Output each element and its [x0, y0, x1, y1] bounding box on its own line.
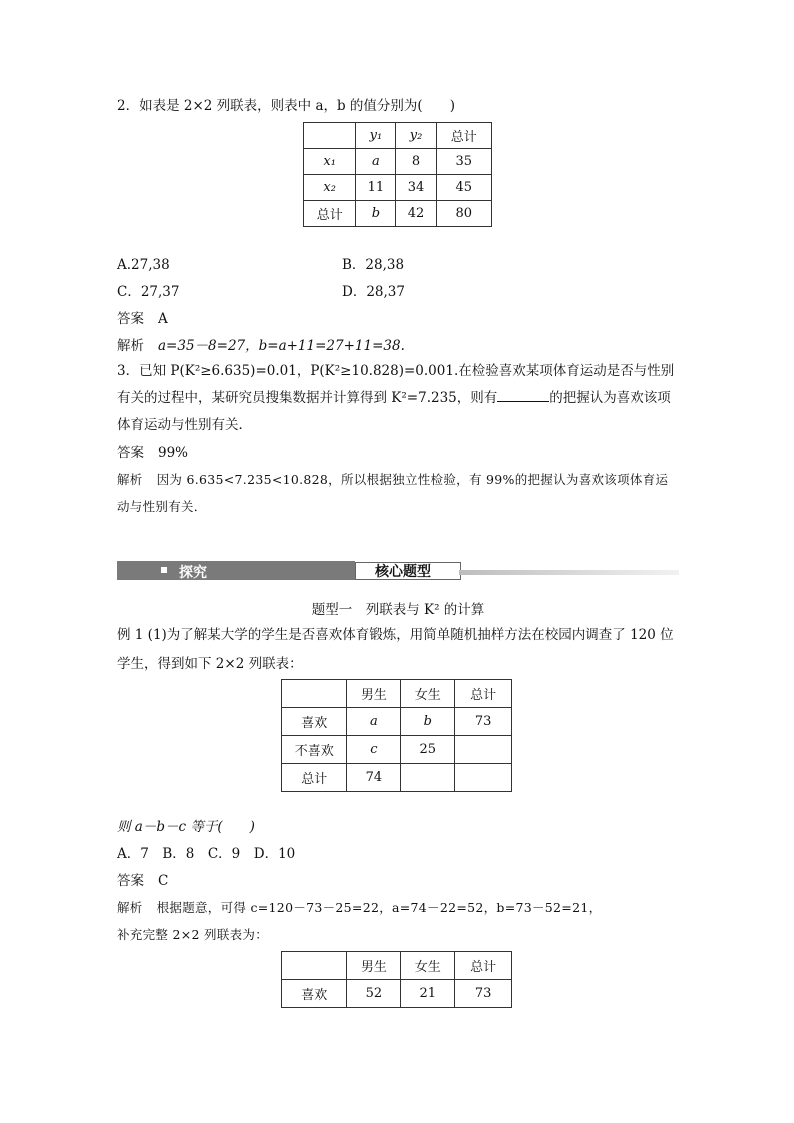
analysis-text: 根据题意，可得 c=120－73－25=22，a=74－22=52，b=73－52=21，: [156, 900, 602, 915]
table-cell: 总计: [282, 764, 347, 792]
answer-label: 答案: [117, 445, 144, 461]
table-cell: 52: [347, 980, 401, 1008]
table-cell: [304, 123, 356, 149]
analysis-text: a=35－8=27，b=a+11=27+11=38.: [158, 338, 405, 354]
q2-option-d: D．28,37: [342, 284, 405, 300]
table-cell: 总计: [436, 123, 491, 149]
table-cell: 42: [396, 201, 436, 227]
table-cell: x₂: [304, 175, 356, 201]
banner-rule: [459, 570, 679, 575]
table-cell: [401, 764, 455, 792]
answer-label: 答案: [117, 311, 144, 327]
q2-table-body: [304, 123, 492, 227]
analysis-label: 解析: [117, 900, 143, 915]
ex1-contingency-table: [281, 679, 512, 792]
table-cell: y₁: [356, 123, 396, 149]
table-cell: 45: [436, 175, 491, 201]
q2-option-c: C．27,37: [117, 284, 180, 300]
table-row: [282, 736, 512, 764]
q2-option-a: A.27,38: [117, 257, 170, 273]
table-cell: 74: [347, 764, 401, 792]
table-row: [304, 149, 492, 175]
banner-dark-block: [117, 561, 355, 580]
table-cell: a: [356, 149, 396, 175]
ex1-completed-table: [281, 951, 512, 1008]
answer-value: 99%: [158, 445, 189, 461]
table-cell: [282, 952, 347, 980]
table-row: [282, 708, 512, 736]
table-cell: 女生: [401, 952, 455, 980]
table-cell: y₂: [396, 123, 436, 149]
table-row: [282, 952, 512, 980]
table-cell: a: [347, 708, 401, 736]
table-cell: x₁: [304, 149, 356, 175]
answer-value: C: [158, 873, 169, 889]
q3-stem-after: 的把握认为喜欢该项体育运动与性别有关．: [117, 390, 671, 433]
answer-value: A: [158, 311, 168, 327]
analysis-label: 解析: [117, 338, 144, 354]
ex1-table-body: [282, 680, 512, 792]
table-cell: 80: [436, 201, 491, 227]
ex1-options: A．7 B．8 C．9 D．10: [117, 846, 296, 862]
table-cell: 总计: [455, 952, 512, 980]
section-banner: [117, 561, 679, 582]
ex1-question-text: 则 a－b－c 等于( ): [117, 819, 255, 835]
q3-stem: [117, 358, 679, 439]
table-cell: 35: [436, 149, 491, 175]
ex1-question: [117, 818, 255, 836]
fill-in-blank: [497, 387, 549, 402]
table-cell: 喜欢: [282, 708, 347, 736]
table-cell: [282, 680, 347, 708]
ex1-stem: 例 1 (1)为了解某大学的学生是否喜欢体育锻炼，用简单随机抽样方法在校园内调查了 120 位学生，得到如下 2×2 列联表：: [117, 627, 674, 672]
ex1-analysis: [117, 899, 601, 917]
ex1b-table-body: [282, 952, 512, 1008]
table-cell: 8: [396, 149, 436, 175]
table-cell: 11: [356, 175, 396, 201]
table-row: [304, 175, 492, 201]
table-row: [282, 980, 512, 1008]
q2-option-b: B．28,38: [342, 257, 405, 273]
analysis-label: 解析: [117, 472, 143, 487]
square-bullet-icon: [161, 567, 167, 573]
table-cell: 男生: [347, 680, 401, 708]
q3-stem-before: 3．已知 P(K²≥6.635)=0.01，P(K²≥10.828)=0.001.在检验喜欢某项体育运动是否与性别有关的过程中，某研究员搜集数据并计算得到 K²=7.235，则有: [117, 363, 675, 406]
table-cell: 喜欢: [282, 980, 347, 1008]
table-cell: [455, 736, 512, 764]
table-row: [282, 764, 512, 792]
table-cell: c: [347, 736, 401, 764]
q2-stem: 2．如表是 2×2 列联表，则表中 a，b 的值分别为( ): [117, 98, 455, 114]
table-row: [282, 680, 512, 708]
table-row: [304, 201, 492, 227]
table-cell: 73: [455, 980, 512, 1008]
ex1-completion-note: 补充完整 2×2 列联表为：: [117, 927, 269, 942]
table-cell: b: [401, 708, 455, 736]
banner-left-label: 探究: [179, 565, 207, 581]
table-cell: 总计: [304, 201, 356, 227]
answer-label: 答案: [117, 873, 144, 889]
ex1-answer: [117, 872, 168, 890]
banner-right-label: 核心题型: [375, 564, 431, 580]
q3-answer: [117, 444, 188, 462]
table-cell: 73: [455, 708, 512, 736]
q2-answer: [117, 310, 168, 328]
q2-analysis: [117, 337, 405, 355]
analysis-text: 因为 6.635<7.235<10.828，所以根据独立性检验，有 99%的把握认为喜欢该项体育运动与性别有关．: [117, 472, 669, 514]
table-cell: 25: [401, 736, 455, 764]
table-cell: 男生: [347, 952, 401, 980]
table-cell: [455, 764, 512, 792]
table-cell: 女生: [401, 680, 455, 708]
q2-contingency-table: [303, 122, 492, 227]
table-cell: 34: [396, 175, 436, 201]
q3-analysis: [117, 466, 679, 520]
table-cell: 不喜欢: [282, 736, 347, 764]
table-cell: b: [356, 201, 396, 227]
table-cell: 21: [401, 980, 455, 1008]
table-row: [304, 123, 492, 149]
section-title: 题型一 列联表与 K² 的计算: [311, 602, 485, 618]
table-cell: 总计: [455, 680, 512, 708]
